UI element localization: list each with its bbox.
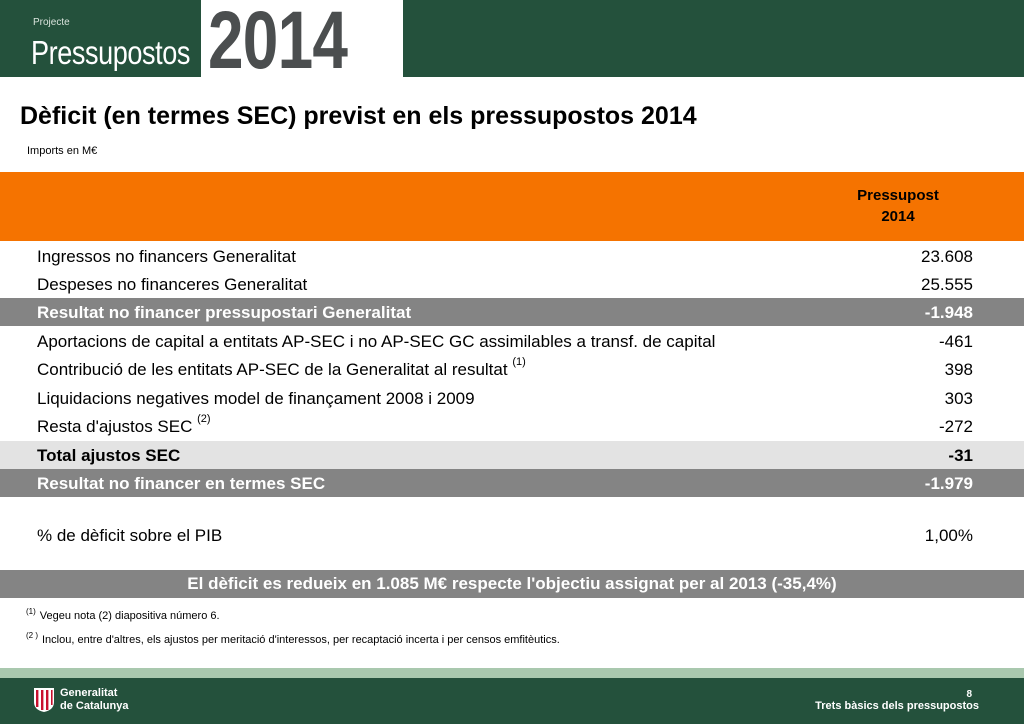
table-row-subtotal — [0, 441, 1024, 469]
table-row — [0, 384, 1024, 412]
page-number: 8 — [966, 689, 972, 700]
table-row — [0, 270, 1024, 298]
row-value: -272 — [938, 417, 973, 436]
header-projecte: Projecte — [33, 17, 70, 28]
row-value: 23.608 — [921, 247, 973, 266]
footer-org-name — [60, 687, 128, 713]
row-label: Resultat no financer en termes SEC — [37, 474, 326, 493]
row-label: % de dèficit sobre el PIB — [37, 526, 223, 545]
table-row — [0, 412, 1024, 440]
row-label-text: Resta d'ajustos SEC — [37, 417, 193, 436]
row-label-text: Contribució de les entitats AP-SEC de la Generalitat al resultat — [37, 360, 508, 379]
row-value: -461 — [938, 332, 973, 351]
footnote-text: Inclou, entre d'altres, els ajustos per meritació d'interessos, per recaptació incerta i per censos emfitèutics. — [42, 634, 560, 646]
table-row — [0, 521, 1024, 549]
footnote — [26, 631, 560, 646]
summary-banner: El dèficit es redueix en 1.085 M€ respecte l'objectiu assignat per al 2013 (-35,4%) — [0, 570, 1024, 598]
row-value: 25.555 — [921, 275, 973, 294]
slide-title: Dèficit (en termes SEC) previst en els pressupostos 2014 — [20, 102, 697, 130]
table-row-highlight — [0, 298, 1024, 326]
table-row — [0, 242, 1024, 270]
footer-stripe — [0, 668, 1024, 678]
table-row-highlight — [0, 469, 1024, 497]
row-value: 398 — [944, 360, 973, 379]
row-label: Resultat no financer pressupostari Generalitat — [37, 303, 412, 322]
footnote-mark: (2) — [197, 413, 211, 425]
row-value: -1.948 — [924, 303, 973, 322]
header-title: Pressupostos — [31, 34, 191, 71]
units-label: Imports en M€ — [27, 145, 98, 157]
footer-org-line1: Generalitat — [60, 687, 118, 699]
footer-org-line2: de Catalunya — [60, 700, 129, 712]
table-header — [0, 172, 1024, 241]
row-label: Ingressos no financers Generalitat — [37, 247, 296, 266]
row-label — [37, 413, 211, 437]
row-label — [37, 356, 526, 380]
footer-caption: Trets bàsics dels pressupostos — [815, 700, 979, 712]
footnote-mark: (2 ) — [26, 631, 38, 640]
table-row — [0, 355, 1024, 383]
row-label: Liquidacions negatives model de finançament 2008 i 2009 — [37, 389, 475, 408]
row-value: -1.979 — [924, 474, 973, 493]
row-label: Despeses no financeres Generalitat — [37, 275, 308, 294]
column-header — [828, 185, 968, 227]
column-header-line1: Pressupost — [857, 187, 939, 204]
row-label: Total ajustos SEC — [37, 446, 181, 465]
row-value: -31 — [948, 446, 973, 465]
header-year: 2014 — [208, 0, 348, 86]
row-label: Aportacions de capital a entitats AP-SEC i no AP-SEC GC assimilables a transf. de capital — [37, 332, 716, 351]
footnote-text: Vegeu nota (2) diapositiva número 6. — [39, 610, 220, 622]
footnote — [26, 607, 220, 622]
footnote-mark: (1) — [26, 607, 36, 616]
footnote-mark: (1) — [512, 356, 526, 368]
column-header-line2: 2014 — [881, 208, 915, 225]
row-value: 1,00% — [924, 526, 973, 545]
generalitat-logo-icon — [33, 687, 55, 713]
row-value: 303 — [944, 389, 973, 408]
table-row — [0, 327, 1024, 355]
